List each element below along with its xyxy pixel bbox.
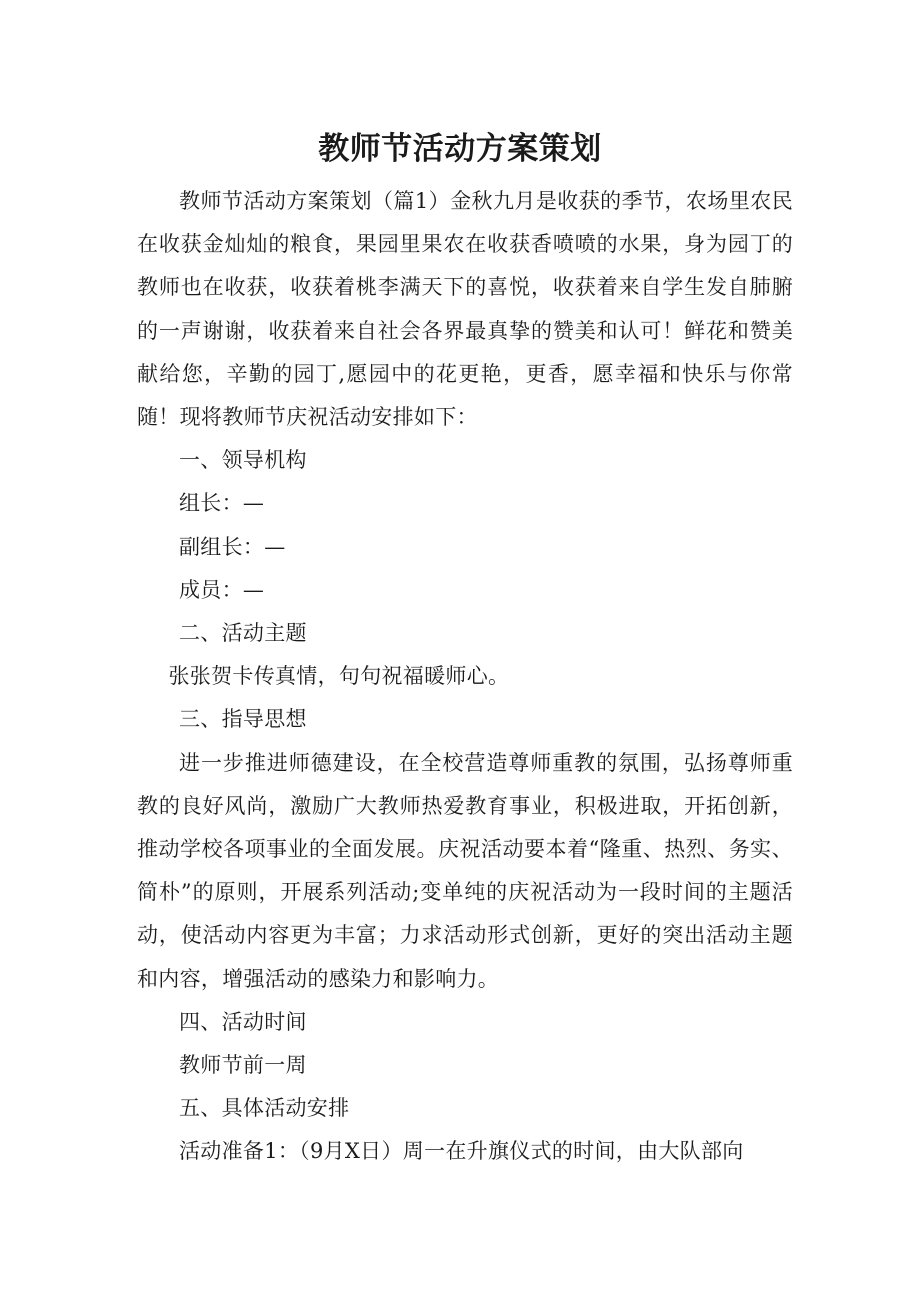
- prep1-line: 活动准备1：（9月X日）周一在升旗仪式的时间，由大队部向: [179, 1139, 744, 1164]
- section-heading-leadership: 一、领导机构: [179, 448, 307, 473]
- section-heading-guiding-idea: 三、指导思想: [179, 707, 307, 732]
- section-heading-theme: 二、活动主题: [179, 621, 307, 646]
- intro-paragraph: 教师节活动方案策划（篇1）金秋九月是收获的季节，农场里农民在收获金灿灿的粮食，果园里果农在收获香喷喷的水果，身为园丁的教师也在收获，收获着桃李满天下的喜悦，收获着来自学生发自肺腑的一声谢谢，收获着来自社会各界最真挚的赞美和认可！鲜花和赞美献给您，辛勤的园丁,愿园中的花更艳，更香，愿幸福和快乐与你常随！现将教师节庆祝活动安排如下：: [137, 189, 793, 430]
- section-heading-arrangement: 五、具体活动安排: [179, 1096, 350, 1121]
- leader-line: 组长：—: [179, 491, 265, 516]
- theme-line: 张张贺卡传真情，句句祝福暖师心。: [168, 664, 510, 689]
- section-heading-time: 四、活动时间: [179, 1009, 307, 1034]
- deputy-leader-line: 副组长：—: [179, 534, 286, 559]
- members-line: 成员：—: [179, 577, 265, 602]
- time-line: 教师节前一周: [179, 1053, 307, 1078]
- document-title: 教师节活动方案策划: [318, 131, 602, 167]
- guiding-idea-paragraph: 进一步推进师德建设，在全校营造尊师重教的氛围，弘扬尊师重教的良好风尚，激励广大教师热爱教育事业，积极进取，开拓创新，推动学校各项事业的全面发展。庆祝活动要本着“隆重、热烈、务实、简朴”的原则，开展系列活动;变单纯的庆祝活动为一段时间的主题活动，使活动内容更为丰富；力求活动形式创新，更好的突出活动主题和内容，增强活动的感染力和影响力。: [137, 750, 793, 991]
- document-body: [137, 180, 793, 1174]
